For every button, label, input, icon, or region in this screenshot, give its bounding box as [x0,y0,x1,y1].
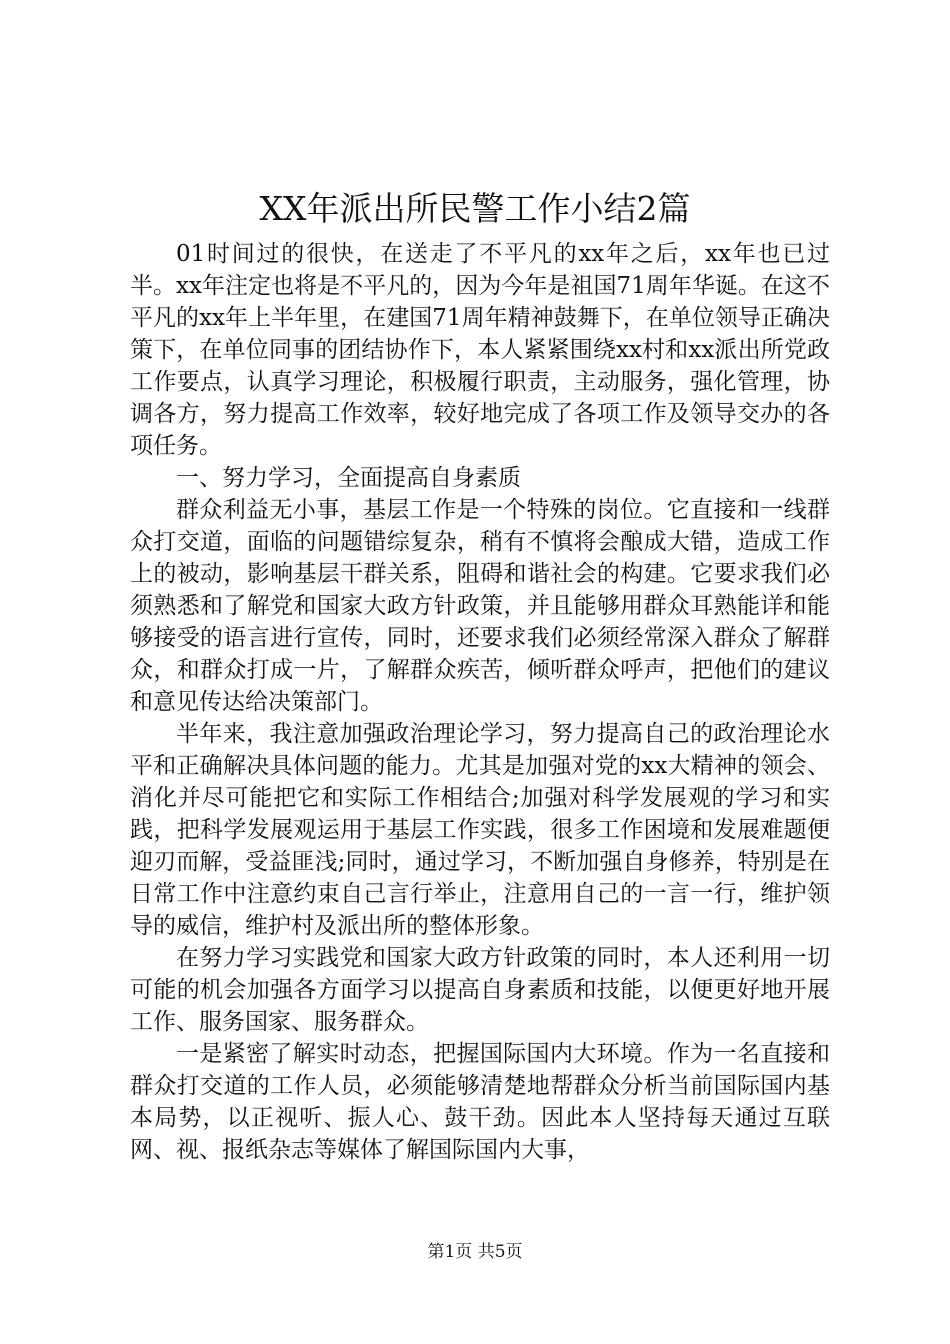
paragraph-grassroots-work: 群众利益无小事，基层工作是一个特殊的岗位。它直接和一线群众打交道，面临的问题错综复杂，稍有不慎将会酿成大错，造成工作上的被动，影响基层干群关系，阻碍和谐社会的构建。它要求我们必须熟悉和了解党和国家大政方针政策，并且能够用群众耳熟能详和能够接受的语言进行宣传，同时，还要求我们必须经常深入群众了解群众，和群众打成一片，了解群众疾苦，倾听群众呼声，把他们的建议和意见传达给决策部门。 [130,497,830,715]
document-body [130,238,830,1166]
paragraph-political-study: 半年来，我注意加强政治理论学习，努力提高自己的政治理论水平和正确解决具体问题的能力。尤其是加强对党的xx大精神的领会、消化并尽可能把它和实际工作相结合;加强对科学发展观的学习和实践，把科学发展观运用于基层工作实践，很多工作困境和发展难题便迎刃而解，受益匪浅;同时，通过学习，不断加强自身修养，特别是在日常工作中注意约束自己言行举止，注意用自己的一言一行，维护领导的威信，维护村及派出所的整体形象。 [130,721,830,939]
paragraph-current-affairs: 一是紧密了解实时动态，把握国际国内大环境。作为一名直接和群众打交道的工作人员，必须能够清楚地帮群众分析当前国际国内基本局势，以正视听、振人心、鼓干劲。因此本人坚持每天通过互联网、视、报纸杂志等媒体了解国际国内大事， [130,1041,830,1163]
paragraph-intro: 01时间过的很快，在送走了不平凡的xx年之后，xx年也已过半。xx年注定也将是不平凡的，因为今年是祖国71周年华诞。在这不平凡的xx年上半年里，在建国71周年精神鼓舞下，在单位领导正确决策下，在单位同事的团结协作下，本人紧紧围绕xx村和xx派出所党政工作要点，认真学习理论，积极履行职责，主动服务，强化管理，协调各方，努力提高工作效率，较好地完成了各项工作及领导交办的各项任务。 [130,241,830,459]
document-title: XX年派出所民警工作小结2篇 [259,189,691,228]
section-heading-study: 一、努力学习，全面提高自身素质 [176,465,521,491]
page-number-footer: 第1页 共5页 [427,1242,523,1262]
paragraph-self-improvement: 在努力学习实践党和国家大政方针政策的同时，本人还利用一切可能的机会加强各方面学习以提高自身素质和技能，以便更好地开展工作、服务国家、服务群众。 [130,945,830,1035]
